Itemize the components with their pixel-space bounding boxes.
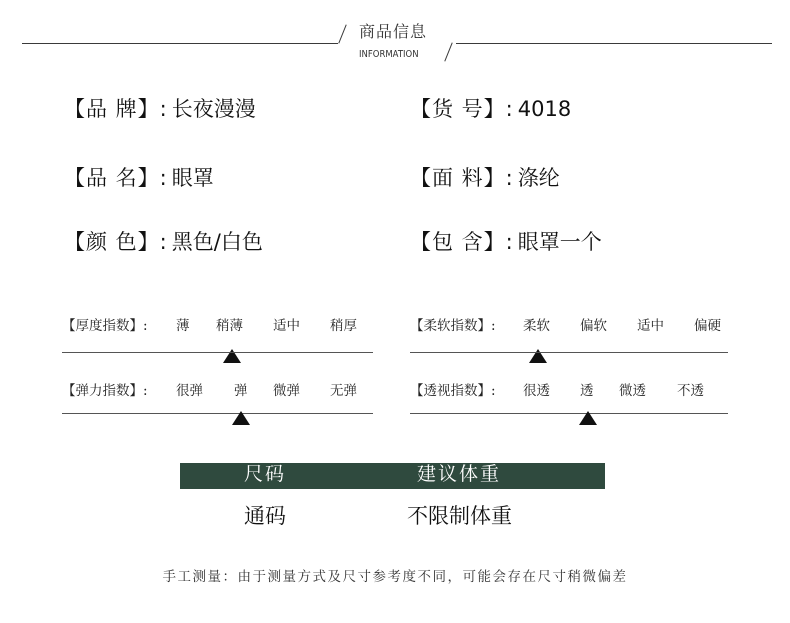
elasticity-option-3: 微弹 [273,383,300,399]
package-row [410,232,602,253]
header-title: 商品信息 [359,22,428,41]
header-rule-right [456,43,772,44]
size-table-header-size: 尺码 [244,463,287,485]
header-slash-left [338,25,346,44]
header-subtitle: INFORMATION [359,49,419,60]
measurement-note: 手工测量：由于测量方式及尺寸参考度不同，可能会存在尺寸稍微偏差 [162,569,628,585]
header-slash-right [444,43,452,62]
thickness-option-4: 稍厚 [330,318,357,334]
elasticity-option-2: 弹 [234,383,248,399]
elasticity-option-1: 很弹 [176,383,203,399]
thickness-option-2: 稍薄 [216,318,243,334]
elasticity-option-4: 无弹 [330,383,357,399]
size-table-cell-weight: 不限制体重 [407,504,512,528]
name-row [64,168,214,189]
color-label: 【颜 色】: [64,230,168,254]
size-table-cell-size: 通码 [244,504,286,528]
transparency-scale-label: 【透视指数】: [410,383,496,399]
thickness-scale-line [62,352,373,353]
transparency-option-2: 透 [580,383,594,399]
brand-value: 长夜漫漫 [171,97,256,121]
package-value: 眼罩一个 [517,230,602,254]
thickness-option-1: 薄 [176,318,190,334]
elasticity-indicator [232,411,250,425]
softness-scale-label: 【柔软指数】: [410,318,496,334]
softness-option-1: 柔软 [523,318,550,334]
transparency-option-1: 很透 [523,383,550,399]
transparency-indicator [579,411,597,425]
color-value: 黑色/白色 [171,230,263,254]
fabric-value: 涤纶 [517,166,560,190]
softness-option-4: 偏硬 [694,318,721,334]
name-label: 【品 名】: [64,166,168,190]
color-row [64,232,263,253]
thickness-option-3: 适中 [273,318,300,334]
sku-label: 【货 号】: [410,97,514,121]
elasticity-scale-label: 【弹力指数】: [62,383,148,399]
softness-option-2: 偏软 [580,318,607,334]
elasticity-scale-line [62,413,373,414]
sku-row [410,99,571,120]
brand-row [64,99,256,120]
transparency-option-3: 微透 [619,383,646,399]
fabric-row [410,168,560,189]
package-label: 【包 含】: [410,230,514,254]
sku-value: 4018 [517,97,572,121]
name-value: 眼罩 [171,166,214,190]
brand-label: 【品 牌】: [64,97,168,121]
transparency-option-4: 不透 [677,383,704,399]
softness-option-3: 适中 [637,318,664,334]
softness-scale-line [410,352,728,353]
size-table-header-weight: 建议体重 [417,463,502,485]
transparency-scale-line [410,413,728,414]
fabric-label: 【面 料】: [410,166,514,190]
thickness-scale-label: 【厚度指数】: [62,318,148,334]
header-rule-left [22,43,338,44]
